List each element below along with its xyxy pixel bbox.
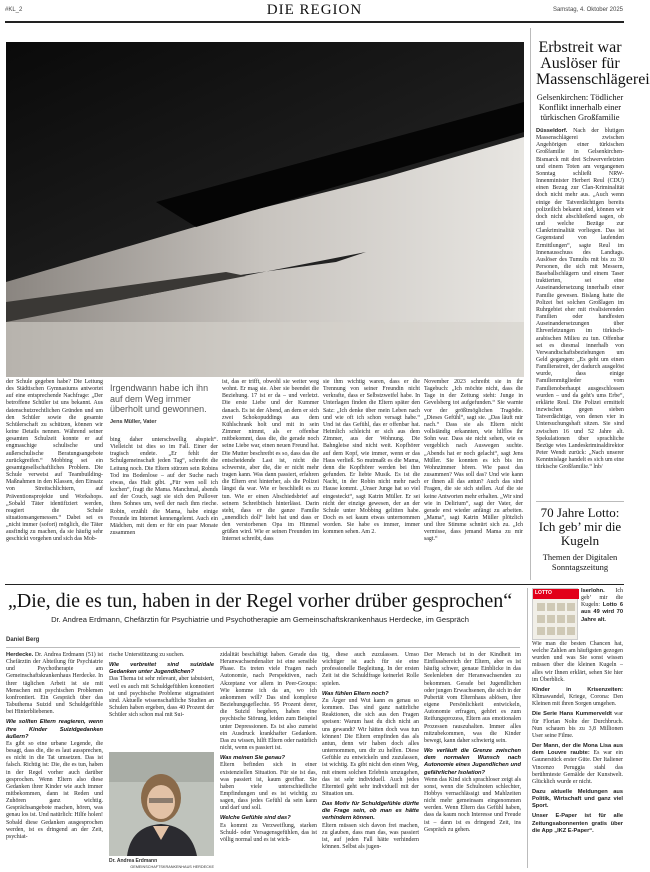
interview-header	[0, 590, 520, 624]
interview-author-rule	[6, 647, 520, 648]
sidebar-headline: Erbstreit war Auslöser für Massenschlägerei	[536, 39, 650, 88]
interview-subhead: Dr. Andrea Erdmann, Chefärztin für Psychiatrie und Psychotherapie am Gemeinschaftskrankenhaus Herdecke, im Gespräch	[51, 615, 469, 624]
briefs-list: Wie man die besten Chancen hat, welche Zahlen am häufigsten gezogen wurden und was Sie sonst wissen müssen über die kleinen Kugeln – alles wir Ihnen erklärt, sehen Sie hier im Überblick. Kinder in Krisenzeiten: Klimawandel, Kriege, Corona: Den Kleinen mit ihren Sorgen umgehen. Die Serie Hans Kummerveldt war für Florian Nolte der Durchbruch. Nun schauen bis zu 3,8 Millionen User seine Filme. Der Mann, der die Mona Lisa aus dem Louvre raubte: Es war ein Gaunerstück erster Güte. Der Italiener Vincenzo Peruggia stahl das berühmteste Gemälde der Kunstwelt. Glücklich wurde er nicht. Dazu aktuelle Meldungen aus Politik, Wirtschaft und ganz viel Sport. Unser E-Paper ist für alle Zeitungsabonnenten gratis über die App „IKZ E-Paper“.	[532, 641, 623, 834]
interview-headline: „Die, die es tun, haben in der Regel vorher drüber gesprochen“	[7, 590, 513, 612]
lotto-teaser-subline: Themen der Digitalen Sonntagszeitung	[542, 552, 618, 572]
story-column-1: der Schule gegeben habe? Die Leitung des Städtischen Gymnasiums antwortet auf eine entsprechende Nachfrage: „Der betroffene Schüler ist uns bekannt. Aus datenschutzrechtlichen Gründen und um den Schüler sowie die gesamte Schülerschaft zu schützen, können wir keine Details nennen. Während seiner gesamten Schulzeit konnte er auf engmaschige schulische und außerschulische Beratungsangebote zurückgreifen.“ Mobbing sei ein gesamtgesellschaftliches Problem. Die Schule verweist auf Teambuilding-Maßnahmen in den Klassen, den Einsatz von Streitschlichtern, auf Präventionsprojekte und Workshops. „Sobald Täter identifiziert werden, reagiert die Schule situationsangemessen.“ Dabei sei es „nicht immer (sofort) möglich, die Täter ausfindig zu machen, da sie häufig sehr geschickt vorgehen und sich das Mob-	[6, 379, 103, 543]
briefs-divider	[527, 588, 528, 868]
lotto-teaser-headline: 70 Jahre Lotto: Ich geb’ mir die Kugeln	[538, 505, 622, 548]
pullquote-text: Irgendwann habe ich ihn auf dem Weg immer überholt und gewonnen.	[110, 383, 209, 414]
interview-column-5: Der Mensch ist in der Kindheit im Einflussbereich der Eltern, aber es ist häufig schwer, genaue Einblicke in das Seelenleben der Heranwachsenden zu bekommen. Gerade bei Jugendlichen oder jungen Erwachsenen, die sich in der Pubertät vom Elternhaus ablösen, ihre eigene Persönlichkeit entwickeln, Autonomie erfragen, gehört es zum Reifungsprozess, Eltern aus emotionalen Prozessen rauszuhalten. Immer alles mitzubekommen, was die Kinder bewegt, kann daher schwierig sein. Wo verläuft die Grenze zwischen dem normalen Wunsch nach Autonomie eines Jugendlichen und gefährlicher Isolation? Wenn das Kind sich sprachloser zeigt als sonst, wenn die Schulnoten schlechter, Hobbys vernachlässigt und Mahlzeiten nicht mehr gemeinsam eingenommen werden. Wenn Eltern das Gefühl haben, dass da kaum noch Interesse und Freude ist – dann ist es dringend Zeit, ins Gespräch zu gehen.	[424, 652, 521, 833]
masthead-rule	[5, 21, 624, 23]
lotto-teaser[interactable]	[536, 506, 624, 572]
lotto-logo-label: LOTTO	[535, 590, 552, 596]
section-title: DIE REGION	[266, 2, 363, 18]
train-tracks-photo	[6, 42, 524, 377]
lotto-ticket-image	[532, 588, 578, 640]
brief-4-title: Dazu aktuelle Meldungen aus	[532, 788, 623, 795]
story-column-5: November 2023 schreibt sie in ihr Tagebuch: „Ich möchte nicht, dass die Tage in der Zeitung steht: Junge in Gevelsberg tot aufgefunden.“ Sie warnte vor der größtmöglichen Tragödie. „Dieses Gefühl“, sagt sie. „Das läuft mir nach.“ Dass sie als Eltern nicht vollständig erkannten, wie hilflos ihr Sohn war. Dass sie nicht sehen, wie es vergeblich nach Auswegen suchte. „Abends hat er noch gelacht“, sagt Jens Müller. Sie konnten es ich bis im Wohnzimmer hören. Wie passt das zusammen? Was soll das? Und wie kann er ihnen all das antun? Auch das sind Fragen, die sie sich stellen. Auf die sie keine Antworten mehr erhalten. „Wir sind wie in Delirium“, sagt der Vater, der gerade erst wieder anfängt zu arbeiten. „Mama“, sagt Katrin Müller plötzlich und ihre Stimme schnürt sich zu. „Ich vermisse, dass jemand Mama zu mir sagt.“	[424, 379, 523, 543]
issue-date: Samstag, 4. Oktober 2025	[552, 7, 623, 13]
sidebar-dateline: Düsseldorf.	[536, 128, 568, 134]
interview-column-2: rische Unterstützung zu suchen. Wie verbreitet sind suizidale Gedanken unter Jugendlichen? Das Thema ist sehr relevant, aber tabuisiert, weil es auch mit Schuldgefühlen konnotiert ist und psychische Probleme stigmatisiert sind. Aktuelle wissenschaftliche Studien an Schulen haben ergeben, dass 40 Prozent der Schüler sich schon mal mit Sui-	[109, 652, 214, 719]
sidebar-divider	[530, 28, 531, 580]
portrait-caption: Dr. Andrea Erdmann GEMEINSCHAFTSKRANKENHAUS HERDECKE	[109, 858, 214, 869]
brief-2-title: Die Serie Hans Kummerveldt	[532, 711, 612, 718]
interview-author: Daniel Berg	[6, 637, 40, 643]
briefs-lead: Iserlohn. Ich geb’ mir die Kugeln: Lotto 6 aus 49 wird 70 Jahre alt.	[581, 588, 623, 623]
pullquote	[110, 383, 218, 425]
brief-3-title: Der Mann, der die Mona Lisa aus dem Louvre raubte:	[532, 743, 623, 757]
pullquote-source: Jens Müller, Vater	[110, 418, 157, 425]
brief-1-title: Kinder in Krisenzeiten:	[532, 686, 623, 693]
andrea-erdmann-portrait	[109, 752, 214, 856]
page-code: #KL_2	[5, 7, 23, 13]
epaper-note[interactable]: Unser E-Paper ist für alle Zeitungsabonnenten gratis über die App „IKZ E-Paper“.	[532, 813, 623, 834]
sidebar-story	[536, 39, 650, 122]
story-column-3: ist, das er trifft, obwohl sie weiter weg wohnt. Er mag sie. Aber sie beendet die Beziehung. 17 ist er da – und verletzt. Die erste Liebe und der Kummer danach. Es ist der Abend, an dem er sich zwei Schokopuddings aus dem Kühlschrank holt und mit in sein Zimmer nimmt, als er offenbar mitbekommt, dass die, die gerade noch seine Liebe war, einen neuen Freund hat. Die Mutter beschreibt es so, dass das die entscheidende Last ist, nicht die schwerste, aber die, die er nicht mehr tragen kann. Was dann passiert, erfahren die Eltern erst hinterher, als die Polizei längst da war. Wie er beschließt es zu tun. Wie er einen Abschiedsbrief auf seinem Schreibtisch hinterlässt. Darin steht, dass er die ganze Familie „unendlich doll“ liebt hat und dass er den verstorbenen Opa im Himmel grüßen wird. Wie er seinen Freunden im Internet schreibt, dass	[222, 379, 319, 543]
sidebar-rule	[536, 501, 624, 502]
sidebar-body: Düsseldorf. Nach der blutigen Massenschlägerei zwischen Angehörigen einer türkischen Großfamilie in Gelsenkirchen-Bismarck mit drei Schwerverletzten und einem Toten am vergangenen Sonntag schließt NRW-Innenminister Herbert Reul (CDU) einen Bezug zur Clan-Kriminalität doch nicht mehr aus. „Auch wenn einige der Tatverdächtigen bereits polizeilich bekannt sind, können wir doch nicht abschließend sagen, ob und welche Bezüge zur Clankriminalität vorliegen. Das ist Gegenstand von laufenden Ermittlungen“, sagte Reul im Innenausschuss des Landtags. Auslöser des Tumults mit bis zu 30 Personen, die sich mit Messern, Baseballschlägern und einem Taser traktierten, sei eine Auseinandersetzung innerhalb einer Familie gewesen. Bislang hatte die Polizei bei solchen Großlagen im Ruhrgebiet eher mit rivalisierenden Familien oder handfesten Auseinandersetzungen über Ehrverletzungen im türkisch-arabischen Milieu zu tun. Offenbar sei es diesmal innerhalb von Verwandtschaftsbeziehungen um Geld gegangen: „Es geht um einen Familienstreit, der dadurch ausgelöst wurde, dass einige Familienmitglieder vom Familienoberhaupt ausgeschlossen wurden – und da geht's ums Erbe“, erklärte Reul. Die Polizei ermittelt inzwischen gegen sieben Tatverdächtige, von denen vier in Untersuchungshaft sitzen. Sie sind zwischen 16 und 52 Jahre alt. Spekulationen über sprachliche Bezüge wies Landeskriminaldirektor Peter Wendt zurück: „Nach unserer Kenntnislage handelt es sich um eine türkische Großfamilie.“ lnb/	[536, 128, 624, 471]
story-column-2: bing daher unterschwellig abspielt“. Vielleicht ist dies so im Fall. Einer der tragisch endete. „Er fehlt der Schulgemeinschaft jeden Tag“, schreibt die Leitung noch. Die Eltern stürzen sein Robins Tod ins Bodenlose – auf der Suche nach etwas, das Halt gibt. „Für wen soll ich kochen“, fragt die Mama. Manchmal, abends auf der Couch, sagt sie sich den Pullover ihres Sohnes um, weil der nach ihm rieche. Robin, erzählt die Mama, habe einige Freunde im Internet kennengelernt. Auch ein Mädchen, mit dem er für ein paar Monate zusammen	[110, 437, 218, 537]
sidebar-subhead: Gelsenkirchen: Tödlicher Konflikt innerhalb einer türkischen Großfamilie	[536, 92, 624, 122]
interview-column-4: tig, diese auch zuzulassen. Umso wichtiger ist auch für sie eine professionelle Begleitung. In der ersten Zeit ist die Schuldfrage keinerlei Rolle spielen. Was fühlen Eltern noch? Zu Ärger und Wut kann es genau so kommen. Das sind ganz natürliche Reaktionen, die sich aus den Fragen speisen: Warum hast du dich nicht an uns gewandt? Wir hätten doch was tun können! Die Eltern empfinden das als antun, denn wir haben doch alles unternommen, um dir zu helfen. Diese Gefühle zu entwickeln und zuzulassen, ist wichtig. Es gibt nicht den einen Weg, mit einem solchen Erlebnis umzugehen, das ist sehr individuell. Auch jedes Elternteil geht sehr individuell mit der Situation um. Das Motiv für Schuldgefühle dürfte die Frage sein, ob man es hätte verhindern können. Eltern müssen sich davon frei machen, zu glauben, dass man das, was passiert ist, auf jeden Fall hätte verhindern können. Selbst als jugen-	[322, 652, 419, 851]
interview-column-3: zidalität beschäftigt haben. Gerade das Heranwachsendenalter ist eine sensible Phase. Es treten viele Fragen nach Autonomie, nach Perspektiven, nach Akzeptanz vor allem in Peer-Groups: Wie komme ich da an, wo ich ankommen will? Das sind komplexe Beziehungsgeflechte. 95 Prozent derer, die Suizid begehen, haben eine psychische Störung, leiden zum Beispiel unter Depressionen. Es ist also zumeist ein Ausdruck krankhafter Gedanken. Das zu wissen, hilft Eltern oder natürlich nicht, wenn es passiert ist. Was meinen Sie genau? Eltern befinden sich in einer existenziellen Situation. Für sie ist das, was passiert ist, kaum greifbar. Sie haben viele unterschiedliche Empfindungen und es ist wichtig zu sagen, dass jedes Gefühl da sein kann und darf und soll. Welche Gefühle sind das? Es kommt zu Verzweiflung, starken Schuld- oder Versagensgefühlen, das ist völlig normal und es ist wich-	[220, 652, 317, 843]
interview-top-rule	[5, 584, 624, 585]
story-column-4: sie ihm wichtig waren, dass er die Trennung von seiner Freundin nicht verkrafte, dass er Selbstzweifel habe. In Unterlagen finden die Eltern später den Satz: „Ich denke über mein Leben nach und wie oft ich schon versagt habe.“ Und ist das Gefühl, das er offenbar hat. Heimlich schleicht er sich aus dem Zimmer, aus der Wohnung. Die Bahngleise sind nicht weit. Kopfhörer auf dem Kopf, wie immer, wenn er das Haus verließ. So mutmaßt es die Mama, denn die Kopfhörer werden bei ihm gefunden. Er liebte Musik. Es ist die Nacht, in der Robin nicht mehr nach Hause kommt. „Unser Junge hat so viel eingesteckt“, sagt Katrin Müller. Er sei nicht der einzige gewesen, der an der Schule unter Mobbing gelitten habe. Doch es sei kaum etwas unternommen worden. Sie habe es immer, immer kommen sehen. Am 2.	[323, 379, 420, 536]
interview-column-1: Herdecke. Dr. Andrea Erdmann (51) ist Chefärztin der Abteilung für Psychiatrie und Psychotherapie am Gemeinschaftskrankenhaus Herdecke. In ihrer täglichen Arbeit ist sie mit Menschen mit psychischen Problemen konfrontiert. Ein Gespräch über das Tabuthema Suizid und Schuldgefühle bei Hinterbliebenen. Wie sollten Eltern reagieren, wenn ihre Kinder Suizidgedanken äußern? Es gibt so eine urbane Legende, die besagt, dass die, die es laut aussprechen, es nicht in die Tat umsetzen. Das ist falsch. Richtig ist: Die, die es tun, haben in der Regel vorher auch darüber gesprochen. Wenn Eltern also diese Gedanken ihrer Kinder wie auch immer mitbekommen, dann ist Reden und Zuhören ganz wichtig. Gesprächsangebote machen, hören, was genau los ist. Und natürlich: Hilfe holen! Sobald diese Gedanken ausgesprochen werden, ist es dringend an der Zeit, psychiat-	[6, 652, 103, 840]
